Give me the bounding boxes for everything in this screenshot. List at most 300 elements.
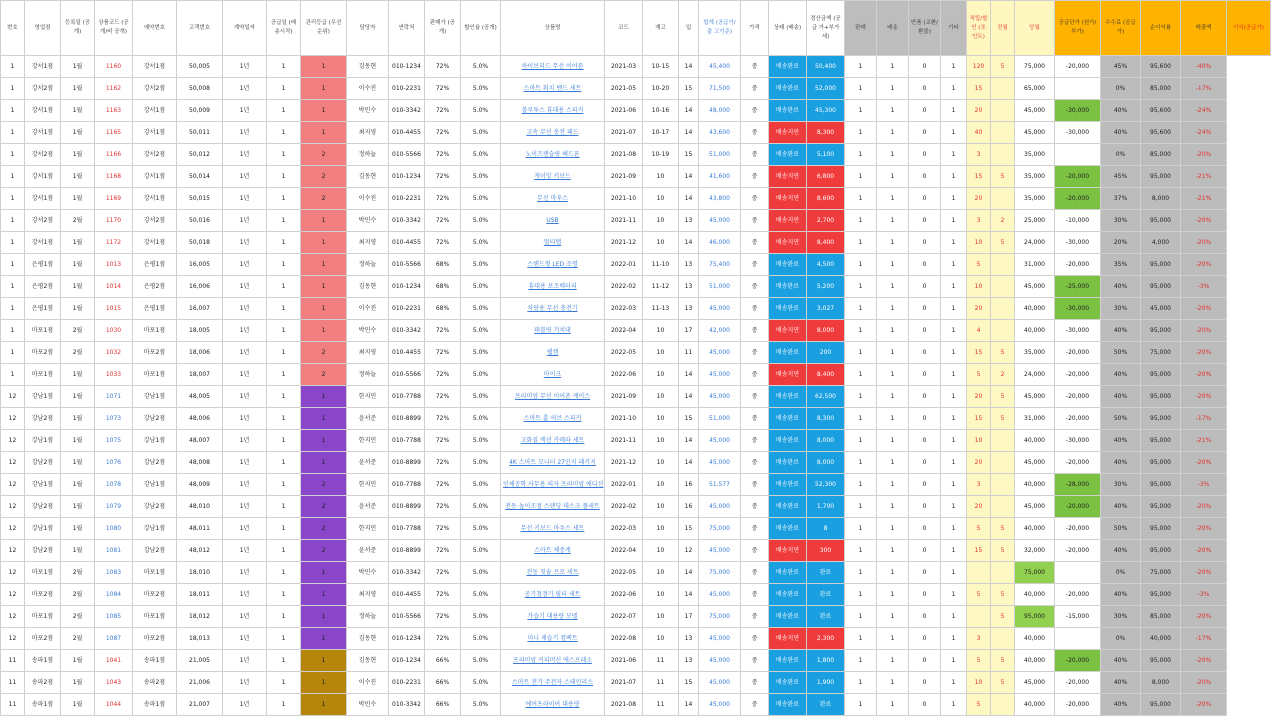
cell-item[interactable]: 스탠드형 LED 조명 <box>501 254 605 276</box>
cell-phone[interactable]: 010-7788 <box>389 474 425 496</box>
cell-manager[interactable]: 이수진 <box>347 672 389 694</box>
cell-unit[interactable]: 40,000 <box>1015 320 1055 342</box>
column-header[interactable]: 영업점 <box>25 1 61 56</box>
cell-pt2[interactable] <box>991 628 1015 650</box>
table-row[interactable] <box>1 430 1271 452</box>
cell-pt2[interactable] <box>991 430 1015 452</box>
cell-contract[interactable]: 1년 <box>223 452 267 474</box>
cell-branch[interactable]: 강남2점 <box>25 408 61 430</box>
cell-settle[interactable]: 8,000 <box>807 430 845 452</box>
cell-icode[interactable]: 2022-08 <box>605 628 643 650</box>
cell-pt1[interactable]: 15 <box>967 540 991 562</box>
cell-profit[interactable]: -20% <box>1181 650 1227 672</box>
cell-phone[interactable]: 010-1234 <box>389 628 425 650</box>
cell-amount[interactable]: 45,000 <box>699 298 741 320</box>
cell-manager[interactable]: 윤서준 <box>347 496 389 518</box>
cell-sales[interactable]: 95,000 <box>1141 518 1181 540</box>
cell-d[interactable]: 1 <box>941 452 967 474</box>
cell-contract[interactable]: 1년 <box>223 386 267 408</box>
cell-settle[interactable]: 완료 <box>807 562 845 584</box>
cell-disc[interactable]: 5.0% <box>461 606 501 628</box>
cell-inq[interactable]: 13 <box>679 276 699 298</box>
cell-amount[interactable]: 45,000 <box>699 694 741 716</box>
cell-settle[interactable]: 5,200 <box>807 276 845 298</box>
cell-code[interactable]: 1033 <box>95 364 133 386</box>
cell-b[interactable]: 1 <box>877 628 909 650</box>
cell-profit[interactable]: -20% <box>1181 254 1227 276</box>
cell-unit[interactable]: 45,000 <box>1015 276 1055 298</box>
cell-amount[interactable]: 46,000 <box>699 232 741 254</box>
cell-status[interactable]: 배송완료 <box>769 254 807 276</box>
cell-branch[interactable]: 송파1점 <box>25 694 61 716</box>
cell-profit[interactable]: -20% <box>1181 342 1227 364</box>
cell-item[interactable]: 무선 키보드 마우스 세트 <box>501 518 605 540</box>
cell-cust[interactable]: 18,011 <box>177 584 223 606</box>
cell-price[interactable]: 72% <box>425 78 461 100</box>
cell-manager[interactable]: 김동현 <box>347 56 389 78</box>
cell-manager[interactable]: 김동현 <box>347 628 389 650</box>
cell-sales[interactable]: 95,000 <box>1141 320 1181 342</box>
cell-icode[interactable]: 2021-07 <box>605 122 643 144</box>
table-row[interactable] <box>1 474 1271 496</box>
cell-price[interactable]: 72% <box>425 518 461 540</box>
cell-no[interactable]: 1 <box>1 56 25 78</box>
cell-order[interactable]: 마포2점 <box>133 628 177 650</box>
cell-pr[interactable]: 중 <box>741 650 769 672</box>
cell-c[interactable]: 0 <box>909 188 941 210</box>
cell-item[interactable]: 멀티탭 <box>501 232 605 254</box>
cell-contract[interactable]: 1년 <box>223 122 267 144</box>
cell-fee[interactable]: -20,000 <box>1055 254 1101 276</box>
cell-supply[interactable]: 1 <box>267 100 301 122</box>
cell-phone[interactable]: 010-7788 <box>389 386 425 408</box>
cell-profit[interactable]: -20% <box>1181 672 1227 694</box>
table-row[interactable] <box>1 606 1271 628</box>
cell-c[interactable]: 0 <box>909 56 941 78</box>
cell-pt2[interactable]: 5 <box>991 584 1015 606</box>
cell-reg[interactable]: 1월 <box>61 474 95 496</box>
cell-pt1[interactable]: 15 <box>967 166 991 188</box>
cell-item[interactable]: 스마트 체중계 <box>501 540 605 562</box>
cell-manager[interactable]: 김동현 <box>347 650 389 672</box>
cell-grade[interactable]: 1 <box>301 232 347 254</box>
table-row[interactable] <box>1 254 1271 276</box>
cell-cust[interactable]: 18,005 <box>177 320 223 342</box>
cell-disc[interactable]: 5.0% <box>461 298 501 320</box>
cell-status[interactable]: 배송지연 <box>769 232 807 254</box>
cell-settle[interactable]: 200 <box>807 342 845 364</box>
cell-rate[interactable]: 37% <box>1101 188 1141 210</box>
table-row[interactable] <box>1 342 1271 364</box>
cell-item[interactable]: 프리미엄 무선 이어폰 케이스 <box>501 386 605 408</box>
cell-d[interactable]: 1 <box>941 606 967 628</box>
cell-no[interactable]: 12 <box>1 452 25 474</box>
cell-supply[interactable]: 1 <box>267 694 301 716</box>
column-header[interactable]: 고객번호 <box>177 1 223 56</box>
cell-supply[interactable]: 1 <box>267 364 301 386</box>
cell-pt1[interactable]: 10 <box>967 276 991 298</box>
cell-pt1[interactable]: 120 <box>967 56 991 78</box>
cell-phone[interactable]: 010-4455 <box>389 584 425 606</box>
cell-supply[interactable]: 1 <box>267 320 301 342</box>
cell-d[interactable]: 1 <box>941 650 967 672</box>
cell-c[interactable]: 0 <box>909 276 941 298</box>
cell-b[interactable]: 1 <box>877 540 909 562</box>
cell-unit[interactable]: 40,000 <box>1015 430 1055 452</box>
cell-sales[interactable]: 95,000 <box>1141 496 1181 518</box>
cell-inq[interactable]: 15 <box>679 78 699 100</box>
cell-d[interactable]: 1 <box>941 584 967 606</box>
cell-order[interactable]: 강남1점 <box>133 474 177 496</box>
cell-stock[interactable]: 10 <box>643 408 679 430</box>
cell-status[interactable]: 배송완료 <box>769 430 807 452</box>
cell-sales[interactable]: 95,000 <box>1141 694 1181 716</box>
cell-settle[interactable]: 8 <box>807 518 845 540</box>
cell-reg[interactable]: 1월 <box>61 408 95 430</box>
cell-price[interactable]: 68% <box>425 276 461 298</box>
cell-no[interactable]: 12 <box>1 562 25 584</box>
cell-a[interactable]: 1 <box>845 496 877 518</box>
cell-item[interactable]: 블루투스 휴대용 스피커 <box>501 100 605 122</box>
cell-price[interactable]: 72% <box>425 364 461 386</box>
cell-phone[interactable]: 010-8899 <box>389 540 425 562</box>
cell-sales[interactable]: 95,000 <box>1141 166 1181 188</box>
column-header[interactable]: 계약일자 <box>223 1 267 56</box>
cell-price[interactable]: 66% <box>425 672 461 694</box>
cell-order[interactable]: 강서1점 <box>133 188 177 210</box>
cell-profit[interactable]: -20% <box>1181 694 1227 716</box>
table-row[interactable] <box>1 628 1271 650</box>
cell-reg[interactable]: 1월 <box>61 56 95 78</box>
cell-unit[interactable]: 45,000 <box>1015 496 1055 518</box>
cell-c[interactable]: 0 <box>909 408 941 430</box>
cell-inq[interactable]: 13 <box>679 650 699 672</box>
cell-no[interactable]: 12 <box>1 408 25 430</box>
cell-d[interactable]: 1 <box>941 562 967 584</box>
cell-disc[interactable]: 5.0% <box>461 518 501 540</box>
cell-branch[interactable]: 강서1점 <box>25 166 61 188</box>
cell-rate[interactable]: 0% <box>1101 78 1141 100</box>
cell-amount[interactable]: 71,500 <box>699 78 741 100</box>
cell-b[interactable]: 1 <box>877 276 909 298</box>
cell-pt2[interactable]: 5 <box>991 56 1015 78</box>
cell-item[interactable]: 인체공학 사무용 의자 프리미엄 에디션 <box>501 474 605 496</box>
cell-rate[interactable]: 35% <box>1101 254 1141 276</box>
cell-c[interactable]: 0 <box>909 342 941 364</box>
cell-phone[interactable]: 010-5566 <box>389 364 425 386</box>
cell-rate[interactable]: 45% <box>1101 166 1141 188</box>
cell-icode[interactable]: 2021-10 <box>605 408 643 430</box>
cell-contract[interactable]: 1년 <box>223 254 267 276</box>
cell-supply[interactable]: 1 <box>267 386 301 408</box>
cell-branch[interactable]: 송파2점 <box>25 672 61 694</box>
cell-d[interactable]: 1 <box>941 232 967 254</box>
cell-d[interactable]: 1 <box>941 496 967 518</box>
cell-amount[interactable]: 45,000 <box>699 210 741 232</box>
cell-fee[interactable]: -20,000 <box>1055 650 1101 672</box>
cell-pt2[interactable]: 5 <box>991 672 1015 694</box>
cell-price[interactable]: 72% <box>425 56 461 78</box>
cell-fee[interactable]: -30,000 <box>1055 298 1101 320</box>
cell-rate[interactable]: 0% <box>1101 628 1141 650</box>
column-header[interactable]: 순이익률 <box>1141 1 1181 56</box>
cell-sales[interactable]: 8,000 <box>1141 672 1181 694</box>
cell-icode[interactable]: 2021-09 <box>605 166 643 188</box>
cell-rate[interactable]: 50% <box>1101 518 1141 540</box>
cell-sales[interactable]: 95,000 <box>1141 364 1181 386</box>
cell-rate[interactable]: 40% <box>1101 540 1141 562</box>
cell-rate[interactable]: 40% <box>1101 122 1141 144</box>
cell-code[interactable]: 1083 <box>95 562 133 584</box>
cell-unit[interactable]: 45,000 <box>1015 672 1055 694</box>
cell-fee[interactable]: -30,000 <box>1055 430 1101 452</box>
cell-amount[interactable]: 51,000 <box>699 276 741 298</box>
cell-disc[interactable]: 5.0% <box>461 694 501 716</box>
cell-profit[interactable]: -20% <box>1181 320 1227 342</box>
cell-manager[interactable]: 한지민 <box>347 474 389 496</box>
cell-no[interactable]: 1 <box>1 342 25 364</box>
cell-supply[interactable]: 1 <box>267 56 301 78</box>
cell-price[interactable]: 72% <box>425 188 461 210</box>
cell-grade[interactable]: 1 <box>301 584 347 606</box>
cell-amount[interactable]: 45,000 <box>699 584 741 606</box>
cell-pr[interactable]: 중 <box>741 518 769 540</box>
cell-pt1[interactable]: 4 <box>967 320 991 342</box>
cell-supply[interactable]: 1 <box>267 254 301 276</box>
cell-profit[interactable]: -21% <box>1181 188 1227 210</box>
cell-pr[interactable]: 중 <box>741 540 769 562</box>
cell-contract[interactable]: 1년 <box>223 364 267 386</box>
cell-branch[interactable]: 송파1점 <box>25 650 61 672</box>
cell-disc[interactable]: 5.0% <box>461 188 501 210</box>
cell-icode[interactable]: 2021-09 <box>605 386 643 408</box>
cell-rate[interactable]: 40% <box>1101 650 1141 672</box>
cell-unit[interactable]: 75,000 <box>1015 56 1055 78</box>
cell-rate[interactable]: 40% <box>1101 364 1141 386</box>
cell-reg[interactable]: 2월 <box>61 320 95 342</box>
cell-phone[interactable]: 010-2231 <box>389 298 425 320</box>
cell-profit[interactable]: -21% <box>1181 430 1227 452</box>
cell-phone[interactable]: 010-5566 <box>389 606 425 628</box>
cell-disc[interactable]: 5.0% <box>461 100 501 122</box>
cell-phone[interactable]: 010-3342 <box>389 320 425 342</box>
cell-pr[interactable]: 중 <box>741 78 769 100</box>
cell-contract[interactable]: 1년 <box>223 320 267 342</box>
cell-status[interactable]: 배송완료 <box>769 452 807 474</box>
column-header[interactable]: 번호 <box>1 1 25 56</box>
cell-d[interactable]: 1 <box>941 78 967 100</box>
cell-manager[interactable]: 정하늘 <box>347 606 389 628</box>
cell-inq[interactable]: 12 <box>679 540 699 562</box>
cell-status[interactable]: 배송지연 <box>769 166 807 188</box>
table-row[interactable] <box>1 386 1271 408</box>
table-row[interactable] <box>1 56 1271 78</box>
cell-no[interactable]: 1 <box>1 166 25 188</box>
cell-a[interactable]: 1 <box>845 166 877 188</box>
cell-contract[interactable]: 1년 <box>223 408 267 430</box>
cell-pt1[interactable]: 10 <box>967 232 991 254</box>
cell-a[interactable]: 1 <box>845 694 877 716</box>
cell-d[interactable]: 1 <box>941 628 967 650</box>
cell-branch[interactable]: 강서1점 <box>25 232 61 254</box>
cell-manager[interactable]: 최지영 <box>347 584 389 606</box>
cell-a[interactable]: 1 <box>845 650 877 672</box>
cell-cust[interactable]: 16,005 <box>177 254 223 276</box>
cell-fee[interactable]: -20,000 <box>1055 518 1101 540</box>
cell-no[interactable]: 1 <box>1 210 25 232</box>
cell-branch[interactable]: 마포1점 <box>25 364 61 386</box>
cell-no[interactable]: 12 <box>1 430 25 452</box>
cell-order[interactable]: 마포2점 <box>133 342 177 364</box>
cell-no[interactable]: 11 <box>1 694 25 716</box>
cell-disc[interactable]: 5.0% <box>461 254 501 276</box>
cell-settle[interactable]: 완료 <box>807 584 845 606</box>
cell-no[interactable]: 12 <box>1 386 25 408</box>
cell-pr[interactable]: 중 <box>741 430 769 452</box>
cell-no[interactable]: 1 <box>1 254 25 276</box>
cell-unit[interactable]: 40,000 <box>1015 694 1055 716</box>
cell-a[interactable]: 1 <box>845 210 877 232</box>
cell-code[interactable]: 1081 <box>95 540 133 562</box>
cell-cust[interactable]: 50,014 <box>177 166 223 188</box>
cell-manager[interactable]: 한지민 <box>347 430 389 452</box>
cell-d[interactable]: 1 <box>941 320 967 342</box>
cell-sales[interactable]: 95,600 <box>1141 122 1181 144</box>
cell-reg[interactable]: 1월 <box>61 188 95 210</box>
cell-pt1[interactable] <box>967 562 991 584</box>
cell-amount[interactable]: 51,577 <box>699 474 741 496</box>
cell-amount[interactable]: 51,000 <box>699 408 741 430</box>
cell-pt2[interactable] <box>991 144 1015 166</box>
cell-price[interactable]: 72% <box>425 540 461 562</box>
cell-order[interactable]: 송파1점 <box>133 650 177 672</box>
cell-pt1[interactable] <box>967 606 991 628</box>
cell-c[interactable]: 0 <box>909 254 941 276</box>
cell-d[interactable]: 1 <box>941 100 967 122</box>
cell-c[interactable]: 0 <box>909 122 941 144</box>
table-row[interactable] <box>1 100 1271 122</box>
cell-item[interactable]: 스마트 전기 주전자 스테인리스 <box>501 672 605 694</box>
cell-disc[interactable]: 5.0% <box>461 430 501 452</box>
cell-disc[interactable]: 5.0% <box>461 452 501 474</box>
cell-reg[interactable]: 1월 <box>61 430 95 452</box>
cell-phone[interactable]: 010-5566 <box>389 144 425 166</box>
cell-rate[interactable]: 50% <box>1101 408 1141 430</box>
cell-inq[interactable]: 14 <box>679 188 699 210</box>
cell-pt2[interactable]: 5 <box>991 408 1015 430</box>
cell-branch[interactable]: 강서2점 <box>25 144 61 166</box>
cell-pt1[interactable]: 20 <box>967 298 991 320</box>
cell-inq[interactable]: 13 <box>679 298 699 320</box>
cell-code[interactable]: 1087 <box>95 628 133 650</box>
cell-cust[interactable]: 48,011 <box>177 518 223 540</box>
cell-amount[interactable]: 42,000 <box>699 320 741 342</box>
cell-stock[interactable]: 10 <box>643 606 679 628</box>
cell-code[interactable]: 1041 <box>95 650 133 672</box>
cell-icode[interactable]: 2022-06 <box>605 364 643 386</box>
cell-icode[interactable]: 2022-03 <box>605 518 643 540</box>
cell-contract[interactable]: 1년 <box>223 78 267 100</box>
cell-stock[interactable]: 10-19 <box>643 144 679 166</box>
cell-sales[interactable]: 95,600 <box>1141 100 1181 122</box>
cell-grade[interactable]: 1 <box>301 320 347 342</box>
cell-cust[interactable]: 50,011 <box>177 122 223 144</box>
cell-supply[interactable]: 1 <box>267 144 301 166</box>
cell-no[interactable]: 12 <box>1 496 25 518</box>
cell-fee[interactable] <box>1055 78 1101 100</box>
table-row[interactable] <box>1 320 1271 342</box>
cell-code[interactable]: 1073 <box>95 408 133 430</box>
cell-stock[interactable]: 11-10 <box>643 254 679 276</box>
cell-stock[interactable]: 10-16 <box>643 100 679 122</box>
cell-pt1[interactable]: 40 <box>967 122 991 144</box>
cell-unit[interactable]: 24,000 <box>1015 232 1055 254</box>
cell-price[interactable]: 72% <box>425 342 461 364</box>
cell-supply[interactable]: 1 <box>267 188 301 210</box>
cell-rate[interactable]: 40% <box>1101 430 1141 452</box>
cell-manager[interactable]: 한지민 <box>347 518 389 540</box>
table-row[interactable] <box>1 144 1271 166</box>
cell-branch[interactable]: 강서1점 <box>25 122 61 144</box>
cell-d[interactable]: 1 <box>941 386 967 408</box>
cell-price[interactable]: 66% <box>425 650 461 672</box>
cell-unit[interactable]: 35,000 <box>1015 188 1055 210</box>
column-header[interactable]: 반품 (교환/ 환불) <box>909 1 941 56</box>
cell-grade[interactable]: 2 <box>301 166 347 188</box>
cell-item[interactable]: 차량용 무선 충전기 <box>501 298 605 320</box>
column-header[interactable]: 판매 <box>845 1 877 56</box>
cell-d[interactable]: 1 <box>941 474 967 496</box>
table-row[interactable] <box>1 452 1271 474</box>
cell-rate[interactable]: 30% <box>1101 298 1141 320</box>
cell-code[interactable]: 1071 <box>95 386 133 408</box>
cell-price[interactable]: 72% <box>425 100 461 122</box>
cell-pr[interactable]: 중 <box>741 584 769 606</box>
cell-stock[interactable]: 10 <box>643 474 679 496</box>
cell-order[interactable]: 마포1점 <box>133 606 177 628</box>
cell-b[interactable]: 1 <box>877 210 909 232</box>
cell-cust[interactable]: 50,009 <box>177 100 223 122</box>
cell-reg[interactable]: 1월 <box>61 100 95 122</box>
cell-item[interactable]: 노이즈캔슬링 헤드폰 <box>501 144 605 166</box>
column-header[interactable]: 매출액 <box>1181 1 1227 56</box>
cell-order[interactable]: 마포2점 <box>133 584 177 606</box>
cell-amount[interactable]: 45,000 <box>699 496 741 518</box>
cell-contract[interactable]: 1년 <box>223 144 267 166</box>
cell-reg[interactable]: 1월 <box>61 364 95 386</box>
cell-settle[interactable]: 45,300 <box>807 100 845 122</box>
cell-settle[interactable]: 3,027 <box>807 298 845 320</box>
cell-d[interactable]: 1 <box>941 298 967 320</box>
cell-grade[interactable]: 2 <box>301 540 347 562</box>
cell-pr[interactable]: 중 <box>741 474 769 496</box>
cell-no[interactable]: 12 <box>1 628 25 650</box>
cell-b[interactable]: 1 <box>877 144 909 166</box>
cell-manager[interactable]: 박민수 <box>347 694 389 716</box>
cell-price[interactable]: 72% <box>425 210 461 232</box>
cell-disc[interactable]: 5.0% <box>461 364 501 386</box>
cell-order[interactable]: 강서2점 <box>133 144 177 166</box>
cell-inq[interactable]: 13 <box>679 210 699 232</box>
cell-contract[interactable]: 1년 <box>223 672 267 694</box>
cell-d[interactable]: 1 <box>941 694 967 716</box>
cell-price[interactable]: 68% <box>425 298 461 320</box>
cell-reg[interactable]: 2월 <box>61 628 95 650</box>
cell-phone[interactable]: 010-2231 <box>389 78 425 100</box>
cell-amount[interactable]: 45,000 <box>699 386 741 408</box>
cell-phone[interactable]: 010-4455 <box>389 232 425 254</box>
cell-unit[interactable]: 24,000 <box>1015 364 1055 386</box>
